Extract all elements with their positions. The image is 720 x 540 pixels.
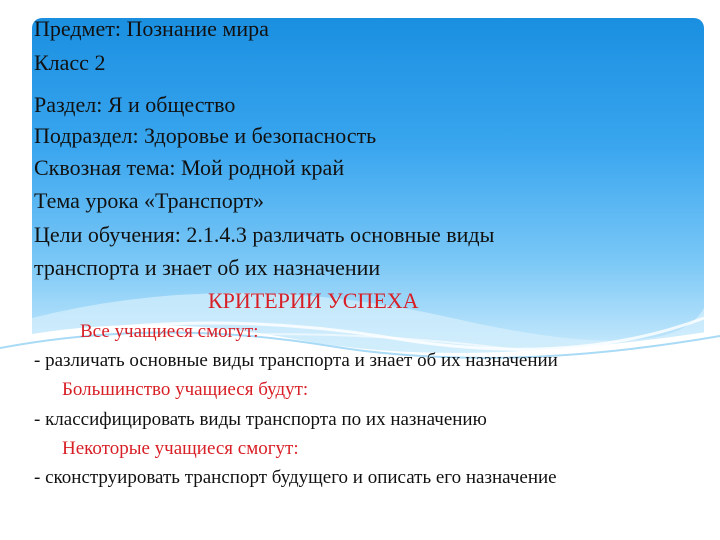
most-students-item: - классифицировать виды транспорта по их назначению xyxy=(34,409,487,430)
some-students-item: - сконструировать транспорт будущего и описать его назначение xyxy=(34,467,557,488)
section-line: Раздел: Я и общество xyxy=(34,92,236,117)
lesson-topic-line: Тема урока «Транспорт» xyxy=(34,188,265,213)
some-students-heading: Некоторые учащиеся смогут: xyxy=(62,438,299,459)
grade-line: Класс 2 xyxy=(34,50,106,75)
subsection-line: Подраздел: Здоровье и безопасность xyxy=(34,123,377,148)
all-students-item: - различать основные виды транспорта и знает об их назначении xyxy=(34,350,558,371)
most-students-heading: Большинство учащиеся будут: xyxy=(62,379,309,400)
goals-line-1: Цели обучения: 2.1.4.3 различать основные виды xyxy=(34,222,495,247)
goals-line-2: транспорта и знает об их назначении xyxy=(34,255,381,280)
criteria-title: КРИТЕРИИ УСПЕХА xyxy=(208,288,419,313)
subject-line: Предмет: Познание мира xyxy=(34,16,269,41)
all-students-heading: Все учащиеся смогут: xyxy=(80,321,259,342)
theme-line: Сквозная тема: Мой родной край xyxy=(34,155,345,180)
